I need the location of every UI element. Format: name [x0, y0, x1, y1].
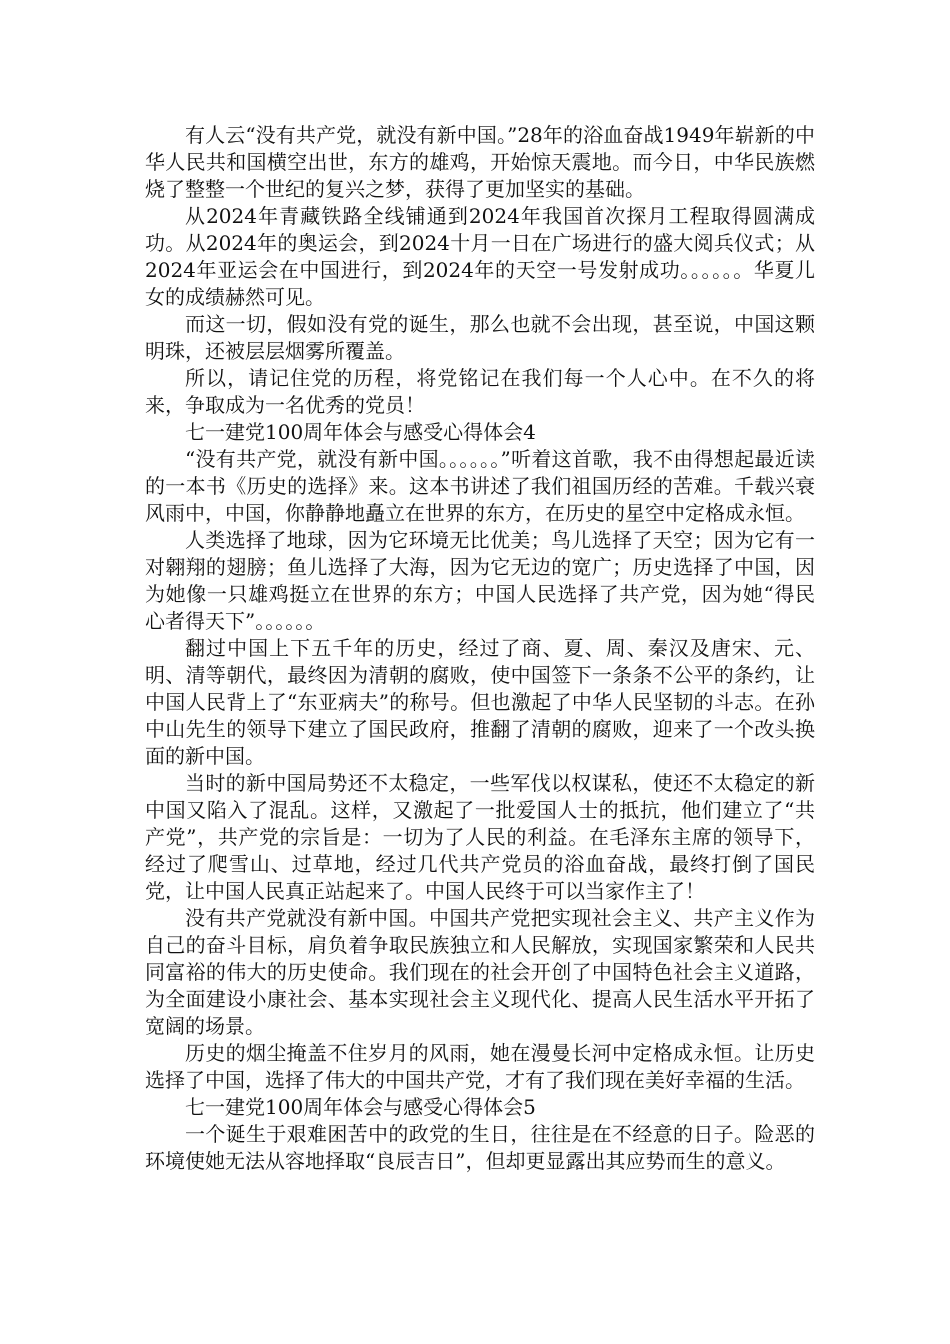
section-heading: 七一建党100周年体会与感受心得体会5	[185, 1095, 536, 1119]
paragraph: “没有共产党，就没有新中国。。。。。。”听着这首歌，我不由得想起最近读的一本书《历史的选择》来。这本书讲述了我们祖国历经的苦难。千载兴衰风雨中，中国，你静静地矗立在世界的东方，在历史的星空中定格成永恒。	[145, 447, 815, 525]
paragraph: 有人云“没有共产党，就没有新中国。”28年的浴血奋战1949年崭新的中华人民共和国横空出世，东方的雄鸡，开始惊天震地。而今日，中华民族燃烧了整整一个世纪的复兴之梦，获得了更加坚实的基础。	[145, 123, 815, 201]
paragraph: 当时的新中国局势还不太稳定，一些军伐以权谋私，使还不太稳定的新中国又陷入了混乱。这样，又激起了一批爱国人士的抵抗，他们建立了“共产党”，共产党的宗旨是：一切为了人民的利益。在毛泽东主席的领导下，经过了爬雪山、过草地，经过几代共产党员的浴血奋战，最终打倒了国民党，让中国人民真正站起来了。中国人民终于可以当家作主了！	[145, 771, 815, 903]
paragraph: 所以，请记住党的历程，将党铭记在我们每一个人心中。在不久的将来，争取成为一名优秀的党员！	[145, 366, 815, 417]
paragraph: 人类选择了地球，因为它环境无比优美；鸟儿选择了天空；因为它有一对翱翔的翅膀；鱼儿选择了大海，因为它无边的宽广；历史选择了中国，因为她像一只雄鸡挺立在世界的东方；中国人民选择了共产党，因为她“得民心者得天下”。。。。。。	[145, 528, 815, 633]
paragraph: 历史的烟尘掩盖不住岁月的风雨，她在漫曼长河中定格成永恒。让历史选择了中国，选择了伟大的中国共产党，才有了我们现在美好幸福的生活。	[145, 1041, 815, 1092]
paragraph: 没有共产党就没有新中国。中国共产党把实现社会主义、共产主义作为自己的奋斗目标，肩负着争取民族独立和人民解放，实现国家繁荣和人民共同富裕的伟大的历史使命。我们现在的社会开创了中国特色社会主义道路，为全面建设小康社会、基本实现社会主义现代化、提高人民生活水平开拓了宽阔的场景。	[145, 906, 815, 1038]
paragraph: 而这一切，假如没有党的诞生，那么也就不会出现，甚至说，中国这颗明珠，还被层层烟雾所覆盖。	[145, 312, 815, 363]
paragraph: 从2024年青藏铁路全线铺通到2024年我国首次探月工程取得圆满成功。从2024年的奥运会，到2024十月一日在广场进行的盛大阅兵仪式；从2024年亚运会在中国进行，到2024年的天空一号发射成功。。。。。。华夏儿女的成绩赫然可见。	[145, 204, 815, 309]
section-heading: 七一建党100周年体会与感受心得体会4	[185, 420, 536, 444]
paragraph: 翻过中国上下五千年的历史，经过了商、夏、周、秦汉及唐宋、元、明、清等朝代，最终因为清朝的腐败，使中国签下一条条不公平的条约，让中国人民背上了“东亚病夫”的称号。但也激起了中华人民坚韧的斗志。在孙中山先生的领导下建立了国民政府，推翻了清朝的腐败，迎来了一个改头换面的新中国。	[145, 636, 815, 768]
paragraph: 一个诞生于艰难困苦中的政党的生日，往往是在不经意的日子。险恶的环境使她无法从容地择取“良辰吉日”，但却更显露出其应势而生的意义。	[145, 1122, 815, 1173]
document-page	[145, 122, 815, 1175]
